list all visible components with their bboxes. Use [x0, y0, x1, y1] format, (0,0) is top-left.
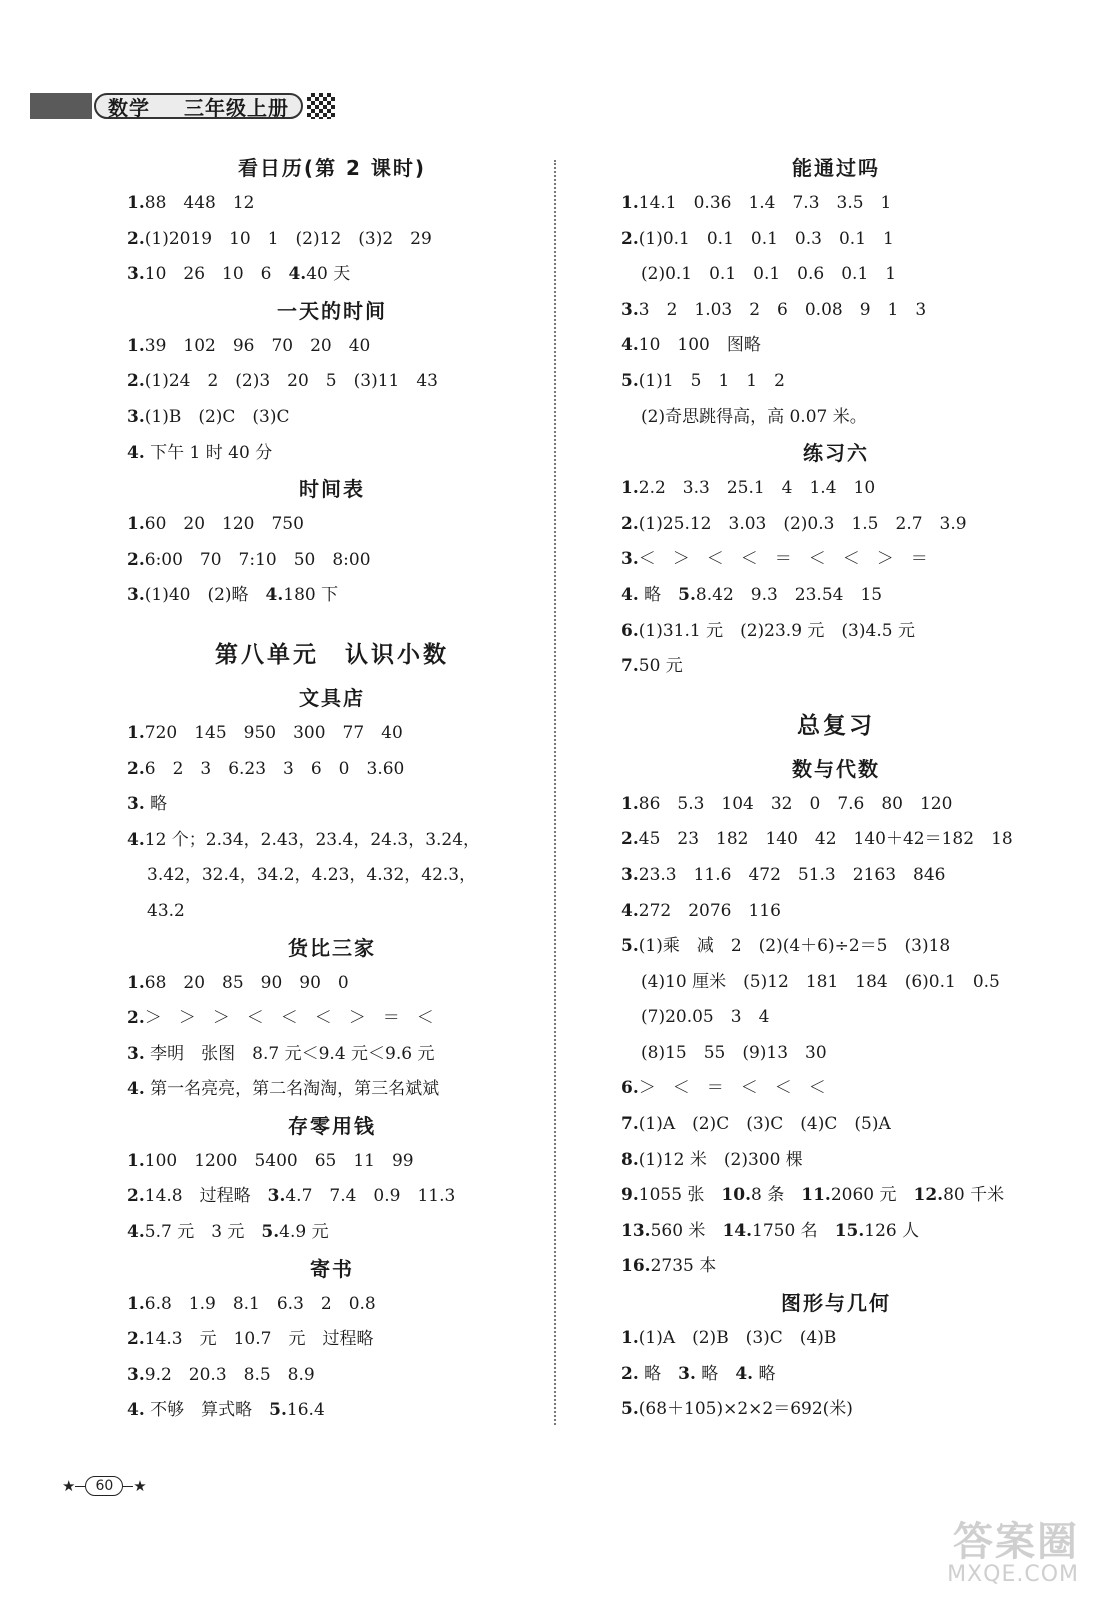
answer-line [127, 257, 537, 293]
question-number: 2. [127, 1186, 145, 1207]
answer-continuation: (4)10 厘米 (5)12 181 184 (6)0.1 0.5 [641, 971, 1000, 992]
answer-line [127, 1322, 537, 1358]
answer-line [127, 716, 537, 752]
answer-text: ＞ ＜ ＝ ＜ ＜ ＜ [638, 1078, 826, 1099]
answer-text: 16.4 [286, 1400, 325, 1421]
answer-line [621, 1357, 1051, 1393]
question-number: 3. [127, 794, 145, 815]
question-number: 3. [127, 406, 145, 427]
question-number: 5. [269, 1400, 287, 1421]
question-number: 5. [261, 1222, 280, 1243]
answer-line [621, 614, 1051, 650]
answer-line [621, 1214, 1051, 1250]
question-number: 1. [127, 514, 145, 535]
answer-line [127, 1215, 537, 1251]
question-number: 3. [127, 1364, 145, 1385]
question-number: 7. [621, 1114, 639, 1135]
answer-line [127, 543, 537, 579]
answer-line [621, 649, 1051, 685]
answer-text: 2.2 3.3 25.1 4 1.4 10 [638, 478, 876, 499]
question-number: 4. [127, 1400, 145, 1421]
section-heading: 能通过吗 [792, 156, 880, 180]
answer-line [127, 222, 537, 258]
section-heading: 文具店 [299, 685, 365, 710]
question-number: 4. [621, 584, 639, 605]
answer-line [127, 1001, 537, 1037]
answer-text: (1)24 2 (2)3 20 5 (3)11 43 [144, 371, 438, 392]
section-heading: 寄书 [310, 1256, 354, 1281]
header-subject: 数学 [108, 95, 150, 120]
answer-line [127, 1358, 537, 1394]
question-number: 8. [621, 1149, 639, 1170]
question-number: 4. [265, 585, 284, 606]
section-heading: 图形与几何 [781, 1291, 891, 1316]
answer-line [127, 752, 537, 788]
answer-line [127, 329, 537, 365]
answer-line [621, 822, 1051, 858]
question-number: 3. [621, 549, 639, 570]
star-icon: ★ [133, 1477, 147, 1495]
page-number: 60 [85, 1476, 123, 1496]
question-number: 2. [621, 829, 639, 850]
header-title-pill [94, 93, 303, 119]
answer-text: 88 448 12 [144, 193, 255, 213]
answer-line [127, 400, 537, 436]
answer-line [127, 1144, 537, 1180]
answer-text: 8.42 9.3 23.54 15 [695, 584, 883, 605]
answer-text: 2060 元 [830, 1185, 914, 1206]
answer-text: 14.3 元 10.7 元 过程略 [144, 1329, 374, 1350]
question-number: 4. [127, 1079, 145, 1100]
answer-text: 126 人 [864, 1220, 920, 1241]
answer-text: 略 [144, 794, 168, 815]
watermark-brand: 答案圈 [953, 1519, 1079, 1565]
question-number: 3. [127, 585, 145, 606]
question-number: 1. [127, 335, 145, 356]
question-number: 6. [621, 1078, 639, 1099]
answer-line [621, 471, 1051, 507]
answer-continuation: (7)20.05 3 4 [641, 1007, 770, 1028]
question-number: 1. [127, 972, 145, 993]
question-number: 3. [621, 299, 639, 320]
answer-text: 6.8 1.9 8.1 6.3 2 0.8 [144, 1293, 376, 1314]
question-number: 1. [621, 478, 639, 499]
answer-text: 不够 算式略 [144, 1400, 270, 1421]
answer-text: 50 元 [638, 656, 683, 677]
answer-line [621, 507, 1051, 543]
section-heading: 时间表 [299, 477, 365, 502]
question-number: 2. [621, 228, 639, 249]
answer-text: 86 5.3 104 32 0 7.6 80 120 [638, 793, 953, 814]
unit-heading: 总复习 [797, 712, 875, 739]
answer-continuation: 3.42，32.4，34.2，4.23，4.32，42.3， [147, 865, 477, 886]
answer-text: 4.9 元 [279, 1222, 329, 1243]
answer-continuation: (2)奇思跳得高，高 0.07 米。 [641, 406, 867, 427]
answer-line [621, 1392, 1051, 1428]
answer-line [127, 1393, 537, 1429]
answer-line [621, 186, 1051, 222]
answer-text: 1750 名 [752, 1220, 835, 1241]
page-header [30, 92, 335, 120]
answer-text: 10 26 10 6 [144, 264, 289, 285]
question-number: 1. [621, 793, 639, 814]
answer-line [127, 1287, 537, 1323]
question-number: 4. [288, 264, 307, 285]
answer-line [127, 364, 537, 400]
section-heading: 货比三家 [288, 935, 376, 960]
answer-line [127, 1072, 537, 1108]
answer-line [621, 894, 1051, 930]
question-number: 15. [834, 1220, 865, 1241]
question-number: 4. [735, 1363, 754, 1384]
question-number: 3. [267, 1186, 286, 1207]
answer-line [621, 1143, 1051, 1179]
question-number: 2. [127, 549, 145, 570]
right-answer-column [621, 150, 1051, 1428]
answer-line [127, 578, 537, 614]
answer-text: ＜ ＞ ＜ ＜ ＝ ＜ ＜ ＞ ＝ [638, 549, 928, 570]
answer-text: (1)A (2)C (3)C (4)C (5)A [638, 1114, 891, 1135]
answer-text: 2735 本 [650, 1256, 717, 1277]
question-number: 2. [621, 1363, 639, 1384]
answer-text: 60 20 120 750 [144, 514, 304, 535]
answer-text: 14.1 0.36 1.4 7.3 3.5 1 [638, 193, 892, 213]
question-number: 6. [621, 620, 639, 641]
question-number: 4. [127, 829, 145, 850]
answer-line [621, 787, 1051, 823]
answer-text: (1)1 5 1 1 2 [638, 370, 785, 391]
section-heading: 练习六 [803, 441, 869, 466]
answer-text: (1)2019 10 1 (2)12 (3)2 29 [144, 228, 432, 249]
question-number: 9. [621, 1185, 639, 1206]
answer-continuation: (8)15 55 (9)13 30 [641, 1042, 827, 1063]
answer-line [127, 787, 537, 823]
question-number: 1. [621, 193, 639, 213]
question-number: 13. [621, 1220, 651, 1241]
page-footer [62, 1476, 147, 1496]
answer-text: (68＋105)×2×2＝692(米) [638, 1399, 853, 1420]
answer-text: 下午 1 时 40 分 [144, 442, 273, 463]
section-heading: 存零用钱 [288, 1113, 376, 1138]
answer-line [127, 966, 537, 1002]
answer-text: 第一名亮亮，第二名淘淘，第三名斌斌 [144, 1079, 440, 1100]
unit-heading: 第八单元 认识小数 [215, 641, 449, 668]
section-heading: 一天的时间 [277, 298, 387, 323]
question-number: 3. [127, 1043, 145, 1064]
question-number: 3. [127, 264, 145, 285]
question-number: 2. [127, 1008, 145, 1029]
header-dark-bar [30, 93, 92, 119]
answer-line [621, 1249, 1051, 1285]
checker-pattern-icon [307, 93, 335, 119]
answer-line [621, 293, 1051, 329]
header-grade: 三年级上册 [184, 95, 289, 120]
watermark-url: MXQE.COM [947, 1562, 1079, 1587]
answer-text: 12 个；2.34，2.43，23.4，24.3，3.24， [144, 829, 481, 850]
answer-text: 5.7 元 3 元 [144, 1222, 262, 1243]
answer-text: 23.3 11.6 472 51.3 2163 846 [638, 864, 946, 885]
answer-line [621, 542, 1051, 578]
question-number: 1. [127, 193, 145, 213]
section-heading: 数与代数 [792, 756, 880, 781]
question-number: 4. [127, 1222, 145, 1243]
question-number: 2. [127, 758, 145, 779]
answer-text: 720 145 950 300 77 40 [144, 722, 403, 743]
question-number: 1. [127, 722, 145, 743]
question-number: 4. [621, 335, 639, 356]
question-number: 14. [722, 1220, 753, 1241]
answer-text: 180 下 [283, 585, 339, 606]
answer-line [621, 328, 1051, 364]
answer-text: ＞ ＞ ＞ ＜ ＜ ＜ ＞ ＝ ＜ [144, 1008, 434, 1029]
answer-continuation: 43.2 [147, 900, 185, 921]
answer-text: 李明 张图 8.7 元＜9.4 元＜9.6 元 [144, 1043, 435, 1064]
answer-line [621, 1321, 1051, 1357]
question-number: 2. [127, 1329, 145, 1350]
answer-text: 6 2 3 6.23 3 6 0 3.60 [144, 758, 405, 779]
answer-text: (1)40 (2)略 [144, 585, 266, 606]
question-number: 4. [127, 442, 145, 463]
answer-text: 100 1200 5400 65 11 99 [144, 1150, 414, 1171]
answer-text: 6:00 70 7:10 50 8:00 [144, 549, 371, 570]
question-number: 5. [621, 936, 639, 957]
answer-line [127, 436, 537, 472]
question-number: 11. [801, 1185, 831, 1206]
question-number: 5. [621, 1399, 639, 1420]
answer-text: (1)A (2)B (3)C (4)B [638, 1328, 837, 1349]
answer-line [621, 1178, 1051, 1214]
answer-line [127, 1037, 537, 1073]
answer-text: 略 [695, 1363, 736, 1384]
answer-text: (1)12 米 (2)300 棵 [638, 1149, 803, 1170]
answer-line [621, 222, 1051, 258]
answer-text: (1)B (2)C (3)C [144, 406, 290, 427]
answer-text: 8 条 [751, 1185, 802, 1206]
question-number: 7. [621, 656, 639, 677]
answer-text: 略 [638, 584, 679, 605]
answer-text: (1)31.1 元 (2)23.9 元 (3)4.5 元 [638, 620, 915, 641]
answer-text: (1)乘 减 2 (2)(4＋6)÷2＝5 (3)18 [638, 936, 951, 957]
answer-line [621, 1071, 1051, 1107]
question-number: 2. [127, 228, 145, 249]
column-divider [554, 160, 556, 1425]
answer-continuation: (2)0.1 0.1 0.1 0.6 0.1 1 [641, 264, 897, 285]
question-number: 16. [621, 1256, 651, 1277]
answer-text: (1)0.1 0.1 0.1 0.3 0.1 1 [638, 228, 894, 249]
question-number: 4. [621, 900, 639, 921]
question-number: 5. [678, 584, 696, 605]
answer-line [127, 186, 537, 222]
answer-text: 272 2076 116 [638, 900, 781, 921]
question-number: 3. [678, 1363, 696, 1384]
star-icon: ★ [62, 1477, 76, 1495]
answer-text: 39 102 96 70 20 40 [144, 335, 371, 356]
answer-text: 略 [638, 1363, 679, 1384]
watermark-logo [947, 1519, 1079, 1587]
answer-text: 560 米 [650, 1220, 723, 1241]
answer-text: 14.8 过程略 [144, 1186, 268, 1207]
answer-line [127, 1179, 537, 1215]
section-heading: 看日历(第 2 课时) [237, 156, 427, 180]
question-number: 1. [621, 1328, 639, 1349]
answer-line [127, 507, 537, 543]
answer-text: 68 20 85 90 90 0 [144, 972, 349, 993]
answer-text: 4.7 7.4 0.9 11.3 [285, 1186, 456, 1207]
answer-text: 1055 张 [638, 1185, 722, 1206]
answer-text: 45 23 182 140 42 140＋42＝182 18 [638, 829, 1013, 850]
answer-line [621, 858, 1051, 894]
answer-line [127, 823, 537, 859]
question-number: 10. [721, 1185, 751, 1206]
question-number: 3. [621, 864, 639, 885]
answer-text: (1)25.12 3.03 (2)0.3 1.5 2.7 3.9 [638, 513, 967, 534]
answer-text: 略 [753, 1363, 776, 1384]
question-number: 2. [621, 513, 639, 534]
answer-line [621, 929, 1051, 965]
answer-line [621, 1107, 1051, 1143]
left-answer-column [127, 150, 537, 1429]
answer-text: 9.2 20.3 8.5 8.9 [144, 1364, 315, 1385]
question-number: 2. [127, 371, 145, 392]
question-number: 5. [621, 370, 639, 391]
answer-text: 40 天 [306, 264, 351, 285]
answer-text: 3 2 1.03 2 6 0.08 9 1 3 [638, 299, 927, 320]
question-number: 12. [913, 1185, 944, 1206]
answer-text: 10 100 图略 [638, 335, 761, 356]
answer-line [621, 364, 1051, 400]
answer-line [621, 578, 1051, 614]
question-number: 1. [127, 1150, 145, 1171]
question-number: 1. [127, 1293, 145, 1314]
answer-text: 80 千米 [943, 1185, 1005, 1206]
